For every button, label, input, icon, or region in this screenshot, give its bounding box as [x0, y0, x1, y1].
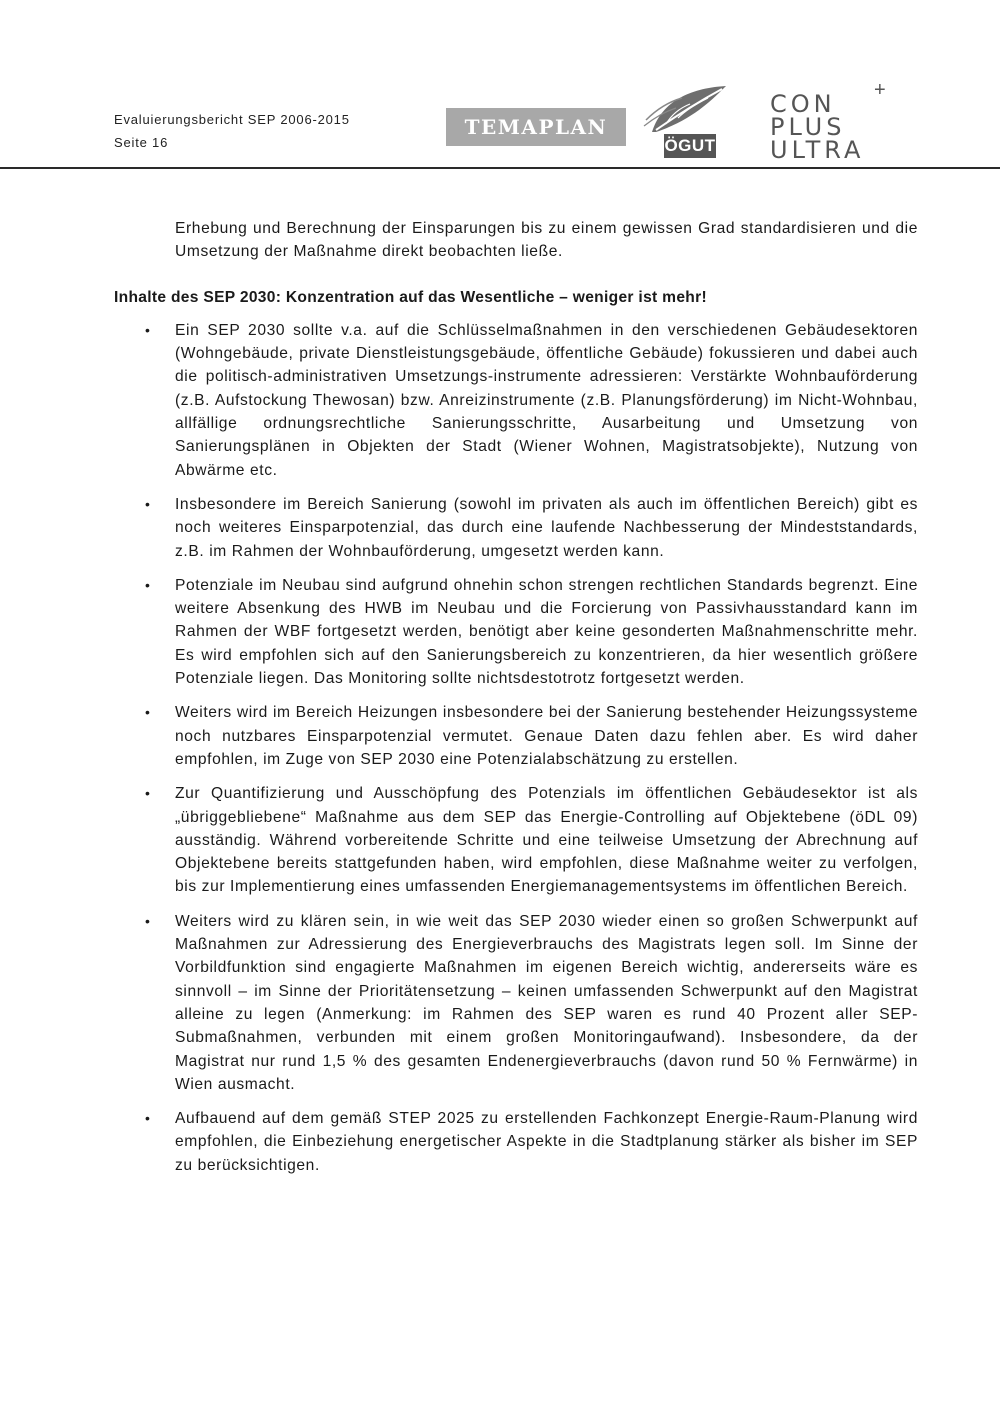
- bullet-icon: •: [145, 785, 151, 802]
- header-text: [114, 108, 350, 154]
- con-plus-ultra-logo: [770, 79, 900, 164]
- list-item: [114, 910, 918, 1096]
- temaplan-logo-text: TEMAPLAN: [464, 115, 608, 139]
- page-number: Seite 16: [114, 135, 169, 150]
- list-item-text: Potenziale im Neubau sind aufgrund ohnehin schon strengen rechtlichen Standards begrenzt. Eine weitere Absenkung des HWB im Neubau und die Forcierung von Passivhausstandard kann im Rahmen der WBF fortgesetzt werden, benötigt aber keine gesonderten Maßnahmenschritte mehr. Es wird empfohlen sich auf den Sanierungsbereich zu konzentrieren, da hier wesentlich größere Potenziale liegen. Das Monitoring sollte nichtsdestotrotz fortgesetzt werden.: [175, 576, 918, 688]
- recommendation-list: [114, 319, 918, 1177]
- list-item: [114, 1107, 918, 1177]
- section-heading: Inhalte des SEP 2030: Konzentration auf das Wesentliche – weniger ist mehr!: [114, 288, 707, 306]
- list-item-text: Weiters wird zu klären sein, in wie weit das SEP 2030 wieder einen so großen Schwerpunkt auf Maßnahmen zur Adressierung des Energieverbrauchs des Magistrats legen soll. Im Sinne der Vorbildfunktion sind engagierte Maßnahmen im eigenen Bereich wichtig, andererseits wäre es sinnvoll – im Sinne der Prioritätensetzung – keinen umfassenden Schwerpunkt auf den Magistrat alleine zu legen (Anmerkung: im Rahmen des SEP waren es rund 40 Prozent aller SEP-Submaßnahmen, verbunden mit einem großen Monitoringaufwand). Insbesondere, da der Magistrat nur rund 1,5 % des gesamten Endenergieverbrauchs (davon rund 50 % Fernwärme) in Wien ausmacht.: [175, 912, 918, 1093]
- cpu-word-ultra: ULTRA: [770, 136, 865, 164]
- ogut-logo-text: ÖGUT: [664, 134, 716, 158]
- temaplan-logo: [446, 108, 626, 146]
- list-item-text: Zur Quantifizierung und Ausschöpfung des Potenzials im öffentlichen Gebäudesektor ist als „übriggebliebene“ Maßnahme aus dem SEP das Energie-Controlling auf Objektebene (öDL 09) ausständig. Während vorbereitende Schritte und eine teilweise Umsetzung der Abrechnung auf Objektebene bereits stattgefunden haben, wird empfohlen, diese Maßnahme weiter zu verfolgen, bis zur Implementierung eines umfassenden Energiemanagementsystems im öffentlichen Bereich.: [175, 785, 918, 896]
- list-item: [114, 782, 918, 898]
- page-header: [0, 0, 1000, 170]
- bullet-icon: •: [145, 321, 151, 338]
- bullet-icon: •: [145, 912, 151, 929]
- list-item: [114, 574, 918, 690]
- intro-paragraph: Erhebung und Berechnung der Einsparungen bis zu einem gewissen Grad standardisieren und die Umsetzung der Maßnahme direkt beobachten ließe.: [175, 220, 918, 261]
- bullet-icon: •: [145, 704, 151, 721]
- cpu-word-plus: PLUS: [770, 113, 846, 141]
- list-item: [114, 493, 918, 563]
- header-divider: [0, 167, 1000, 169]
- list-item: [114, 701, 918, 771]
- bullet-icon: •: [145, 1110, 151, 1127]
- list-item-text: Ein SEP 2030 sollte v.a. auf die Schlüsselmaßnahmen in den verschiedenen Gebäudesektoren (Wohngebäude, private Dienstleistungsgebäude, öffentliche Gebäude) fokussieren und dabei auch die politisch-administrativen Umsetzungs-instrumente adressieren: Verstärkte Wohnbauförderung (z.B. Aufstockung Thewosan) bzw. Anreizinstrumente (z.B. Planungsförderung) im Nicht-Wohnbau, allfällige ordnungsrechtliche Sanierungsschritte, Ausarbeitung und Umsetzung von Sanierungsplänen in Objekten der Stadt (Wiener Wohnen, Magistratsobjekte), Nutzung von Abwärme etc.: [175, 321, 918, 479]
- bullet-icon: •: [145, 495, 151, 512]
- list-item-text: Aufbauend auf dem gemäß STEP 2025 zu erstellenden Fachkonzept Energie-Raum-Planung wird empfohlen, die Einbeziehung energetischer Aspekte in die Stadtplanung stärker als bisher im SEP zu berücksichtigen.: [175, 1110, 918, 1174]
- report-title: Evaluierungsbericht SEP 2006-2015: [114, 112, 350, 127]
- page-content: [114, 217, 918, 1188]
- ogut-logo: [642, 80, 730, 160]
- plus-sign-icon: +: [874, 79, 886, 101]
- list-item-text: Insbesondere im Bereich Sanierung (sowohl im privaten als auch im öffentlichen Bereich) gibt es noch weiteres Einsparpotenzial, das durch eine laufende Nachbesserung der Mindeststandards, z.B. im Rahmen der Wohnbauförderung, umgesetzt werden kann.: [175, 495, 918, 560]
- bullet-icon: •: [145, 576, 151, 593]
- leaf-icon: [642, 80, 730, 136]
- list-item-text: Weiters wird im Bereich Heizungen insbesondere bei der Sanierung bestehender Heizungssysteme noch nutzbares Einsparpotenzial vermutet. Genaue Daten dazu fehlen aber. Es wird daher empfohlen, im Zuge von SEP 2030 eine Potenzialabschätzung zu erstellen.: [175, 704, 918, 768]
- list-item: [114, 319, 918, 482]
- cpu-word-con: CON: [770, 90, 836, 118]
